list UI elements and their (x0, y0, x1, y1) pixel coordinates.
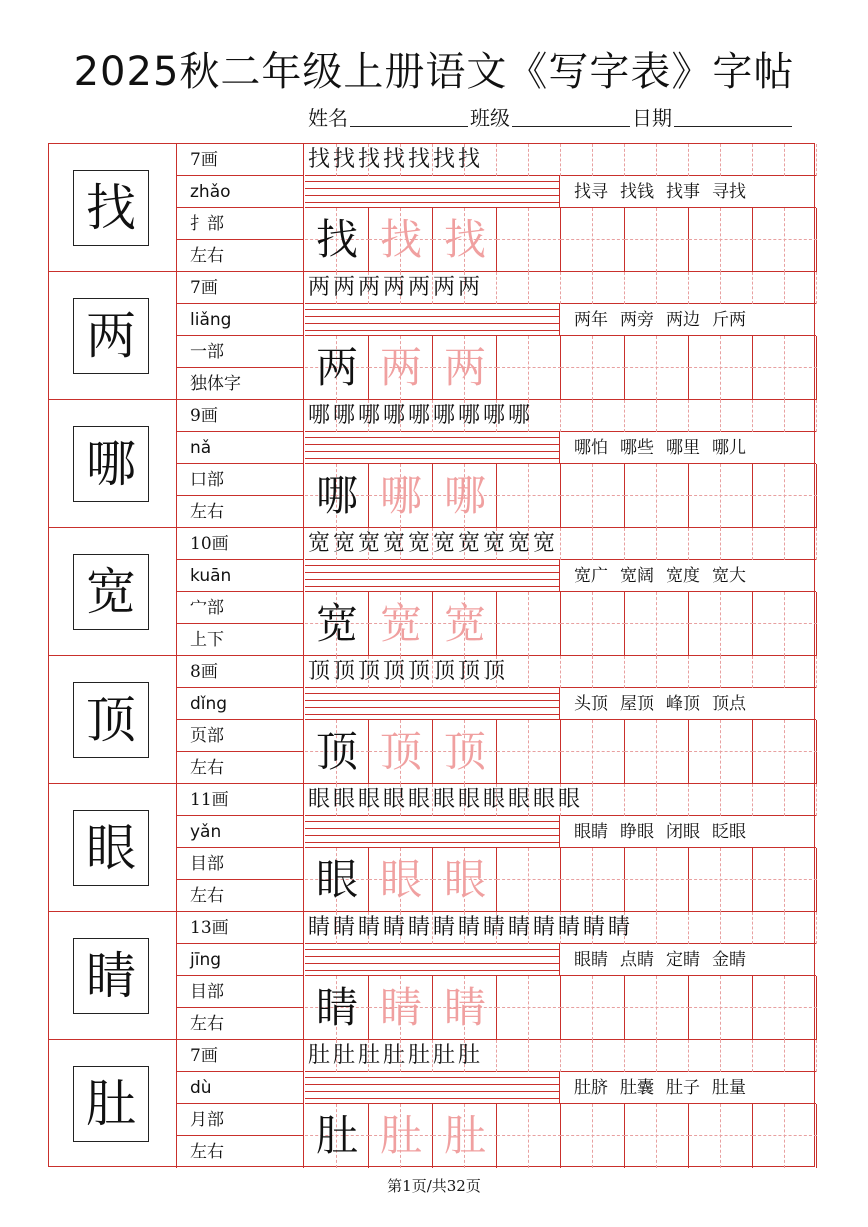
stroke-grid-cell (689, 784, 721, 816)
word-item: 定睛 (666, 950, 700, 970)
model-character-cell (49, 784, 177, 912)
model-character: 顶 (73, 682, 149, 758)
stroke-grid-cell (721, 144, 753, 176)
tian-grid-cell[interactable] (689, 208, 753, 272)
writing-grid (305, 976, 816, 1040)
stroke-grid-cell (593, 400, 625, 432)
radical: 月部 (177, 1104, 304, 1136)
stroke-order-row (305, 144, 816, 176)
character-entry (49, 784, 816, 912)
date-field[interactable] (674, 104, 792, 127)
pinyin-words-row (305, 1072, 816, 1104)
stroke-grid-cell (497, 272, 529, 304)
pinyin: zhǎo (177, 176, 304, 208)
stroke-grid-cell (721, 1040, 753, 1072)
model-character: 肚 (73, 1066, 149, 1142)
stroke-grid-cell (625, 784, 657, 816)
word-list (560, 1072, 816, 1104)
pinyin: dù (177, 1072, 304, 1104)
tian-grid-cell[interactable] (497, 592, 561, 656)
character-info (177, 656, 304, 784)
structure: 独体字 (190, 374, 241, 394)
trace-character: 肚 (443, 1111, 486, 1160)
stroke-grid-cell (561, 144, 593, 176)
stroke-grid-cell (529, 400, 561, 432)
tian-grid-cell[interactable] (625, 1104, 689, 1168)
word-item: 肚脐 (574, 1078, 608, 1098)
word-item: 金睛 (712, 950, 746, 970)
word-item: 眼睛 (574, 950, 608, 970)
stroke-grid-cell (689, 656, 721, 688)
structure: 左右 (190, 758, 224, 778)
stroke-grid-cell (753, 1040, 785, 1072)
page-footer: 第1页/共32页 (387, 1177, 481, 1195)
radical: 宀部 (177, 592, 304, 624)
writing-grid (305, 848, 816, 912)
tian-grid-cell[interactable] (753, 976, 817, 1040)
structure: 左右 (190, 502, 224, 522)
word-item: 找钱 (620, 182, 654, 202)
word-item: 眨眼 (712, 822, 746, 842)
word-item: 闭眼 (666, 822, 700, 842)
stroke-grid-cell (593, 784, 625, 816)
stroke-grid-cell (529, 144, 561, 176)
tian-grid-cell[interactable] (689, 592, 753, 656)
stroke-grid-cell (689, 144, 721, 176)
pinyin-writing-lines[interactable] (305, 176, 560, 208)
word-item: 点睛 (620, 950, 654, 970)
tian-grid-cell[interactable] (625, 848, 689, 912)
tian-grid-cell[interactable] (753, 720, 817, 784)
stroke-order-row (305, 784, 816, 816)
student-info (308, 103, 794, 133)
stroke-order-sequence: 两两两两两两两 (308, 275, 484, 300)
model-character-cell (49, 1040, 177, 1168)
tian-grid-cell[interactable] (753, 1104, 817, 1168)
stroke-grid-cell (785, 272, 817, 304)
stroke-grid-cell (593, 528, 625, 560)
character-entry (49, 912, 816, 1040)
stroke-grid-cell (721, 528, 753, 560)
trace-character: 顶 (443, 727, 486, 776)
word-item: 肚囊 (620, 1078, 654, 1098)
example-character: 宽 (315, 599, 358, 648)
stroke-order-row (305, 912, 816, 944)
word-item: 两旁 (620, 310, 654, 330)
example-character: 肚 (315, 1111, 358, 1160)
stroke-grid-cell (497, 1040, 529, 1072)
writing-grid (305, 720, 816, 784)
model-character-cell (49, 912, 177, 1040)
word-item: 睁眼 (620, 822, 654, 842)
radical: 一部 (177, 336, 304, 368)
trace-character: 肚 (379, 1111, 422, 1160)
stroke-grid-cell (625, 272, 657, 304)
trace-character: 睛 (379, 983, 422, 1032)
model-character: 两 (73, 298, 149, 374)
tian-grid-cell[interactable] (625, 336, 689, 400)
page-title: 2025秋二年级上册语文《写字表》字帖 (73, 49, 795, 95)
stroke-grid-cell (625, 400, 657, 432)
trace-character: 找 (379, 215, 422, 264)
trace-character: 哪 (379, 471, 422, 520)
stroke-grid-cell (689, 528, 721, 560)
pinyin-words-row (305, 176, 816, 208)
tian-grid-cell[interactable] (561, 976, 625, 1040)
character-info (177, 1040, 304, 1168)
character-info (177, 400, 304, 528)
stroke-order-sequence: 肚肚肚肚肚肚肚 (308, 1043, 484, 1068)
trace-character: 眼 (379, 855, 422, 904)
class-label: 班级 (470, 106, 510, 130)
word-list (560, 816, 816, 848)
pinyin-words-row (305, 816, 816, 848)
pinyin-writing-lines[interactable] (305, 688, 560, 720)
model-character: 宽 (73, 554, 149, 630)
pinyin-writing-lines[interactable] (305, 816, 560, 848)
structure: 左右 (190, 1014, 224, 1034)
stroke-grid-cell (657, 912, 689, 944)
model-character-cell (49, 272, 177, 400)
stroke-order-row (305, 528, 816, 560)
stroke-grid-cell (753, 656, 785, 688)
tian-grid-cell[interactable] (561, 848, 625, 912)
stroke-grid-cell (657, 400, 689, 432)
stroke-grid-cell (753, 912, 785, 944)
word-item: 找寻 (574, 182, 608, 202)
writing-grid (305, 464, 816, 528)
word-item: 头顶 (574, 694, 608, 714)
tian-grid-cell[interactable] (625, 208, 689, 272)
stroke-order-sequence: 找找找找找找找 (308, 147, 484, 172)
word-item: 肚量 (712, 1078, 746, 1098)
stroke-grid-cell (561, 1040, 593, 1072)
stroke-grid-cell (561, 400, 593, 432)
radical: 扌部 (177, 208, 304, 240)
trace-character: 睛 (443, 983, 486, 1032)
word-list (560, 304, 816, 336)
word-item: 肚子 (666, 1078, 700, 1098)
stroke-grid-cell (785, 656, 817, 688)
writing-grid (305, 208, 816, 272)
writing-grid (305, 336, 816, 400)
date-label: 日期 (632, 106, 672, 130)
trace-character: 两 (443, 343, 486, 392)
stroke-grid-cell (593, 656, 625, 688)
tian-grid-cell[interactable] (561, 464, 625, 528)
stroke-grid-cell (785, 1040, 817, 1072)
character-info (177, 144, 304, 272)
word-item: 顶点 (712, 694, 746, 714)
tian-grid-cell[interactable] (497, 464, 561, 528)
word-item: 寻找 (712, 182, 746, 202)
pinyin-words-row (305, 560, 816, 592)
stroke-grid-cell (625, 1040, 657, 1072)
word-item: 找事 (666, 182, 700, 202)
stroke-grid-cell (625, 144, 657, 176)
stroke-grid-cell (721, 656, 753, 688)
name-field[interactable] (350, 104, 468, 127)
trace-character: 找 (443, 215, 486, 264)
word-item: 峰顶 (666, 694, 700, 714)
stroke-grid-cell (625, 528, 657, 560)
stroke-count: 7画 (177, 272, 304, 304)
stroke-count: 10画 (177, 528, 304, 560)
stroke-grid-cell (689, 272, 721, 304)
trace-character: 宽 (379, 599, 422, 648)
model-character-cell (49, 528, 177, 656)
tian-grid-cell[interactable] (497, 208, 561, 272)
word-item: 哪些 (620, 438, 654, 458)
model-character: 睛 (73, 938, 149, 1014)
tian-grid-cell[interactable] (689, 848, 753, 912)
pinyin: dǐng (177, 688, 304, 720)
word-item: 眼睛 (574, 822, 608, 842)
tian-grid-cell[interactable] (497, 336, 561, 400)
stroke-grid-cell (753, 784, 785, 816)
stroke-grid-cell (657, 144, 689, 176)
tian-grid-cell[interactable] (753, 336, 817, 400)
character-info (177, 528, 304, 656)
pinyin: jīng (177, 944, 304, 976)
model-character: 找 (73, 170, 149, 246)
word-item: 宽广 (574, 566, 608, 586)
stroke-grid-cell (689, 400, 721, 432)
stroke-grid-cell (753, 528, 785, 560)
pinyin: yǎn (177, 816, 304, 848)
pinyin-writing-lines[interactable] (305, 560, 560, 592)
stroke-order-sequence: 宽宽宽宽宽宽宽宽宽宽 (308, 531, 559, 556)
stroke-grid-cell (497, 144, 529, 176)
stroke-grid-cell (753, 400, 785, 432)
trace-character: 哪 (443, 471, 486, 520)
stroke-grid-cell (785, 400, 817, 432)
word-item: 哪里 (666, 438, 700, 458)
stroke-order-sequence: 眼眼眼眼眼眼眼眼眼眼眼 (308, 787, 584, 812)
tian-grid-cell[interactable] (753, 592, 817, 656)
stroke-order-row (305, 400, 816, 432)
word-list (560, 176, 816, 208)
word-item: 屋顶 (620, 694, 654, 714)
radical: 目部 (177, 848, 304, 880)
pinyin: liǎng (177, 304, 304, 336)
stroke-grid-cell (689, 912, 721, 944)
model-character: 哪 (73, 426, 149, 502)
character-entry (49, 272, 816, 400)
tian-grid-cell[interactable] (689, 464, 753, 528)
pinyin-writing-lines[interactable] (305, 1072, 560, 1104)
pinyin-writing-lines[interactable] (305, 944, 560, 976)
word-item: 哪儿 (712, 438, 746, 458)
word-item: 宽阔 (620, 566, 654, 586)
pinyin-writing-lines[interactable] (305, 304, 560, 336)
class-field[interactable] (512, 104, 630, 127)
example-character: 找 (315, 215, 358, 264)
pinyin: kuān (177, 560, 304, 592)
stroke-order-row (305, 272, 816, 304)
stroke-grid-cell (657, 528, 689, 560)
tian-grid-cell[interactable] (753, 464, 817, 528)
character-entry (49, 1040, 816, 1168)
word-item: 宽大 (712, 566, 746, 586)
stroke-count: 11画 (177, 784, 304, 816)
radical: 页部 (177, 720, 304, 752)
stroke-grid-cell (689, 1040, 721, 1072)
stroke-grid-cell (785, 784, 817, 816)
stroke-order-row (305, 1040, 816, 1072)
stroke-grid-cell (785, 528, 817, 560)
tian-grid-cell[interactable] (497, 720, 561, 784)
radical: 目部 (177, 976, 304, 1008)
structure: 上下 (190, 630, 224, 650)
structure: 左右 (190, 886, 224, 906)
stroke-grid-cell (529, 272, 561, 304)
stroke-grid-cell (657, 272, 689, 304)
pinyin: nǎ (177, 432, 304, 464)
stroke-grid-cell (657, 1040, 689, 1072)
stroke-grid-cell (785, 144, 817, 176)
stroke-order-row (305, 656, 816, 688)
tian-grid-cell[interactable] (561, 592, 625, 656)
tian-grid-cell[interactable] (497, 976, 561, 1040)
model-character-cell (49, 400, 177, 528)
structure: 左右 (190, 246, 224, 266)
tian-grid-cell[interactable] (625, 976, 689, 1040)
tian-grid-cell[interactable] (561, 1104, 625, 1168)
stroke-grid-cell (593, 272, 625, 304)
stroke-count: 7画 (177, 144, 304, 176)
stroke-order-sequence: 哪哪哪哪哪哪哪哪哪 (308, 403, 534, 428)
tian-grid-cell[interactable] (689, 976, 753, 1040)
word-list (560, 944, 816, 976)
pinyin-words-row (305, 688, 816, 720)
character-entry (49, 400, 816, 528)
tian-grid-cell[interactable] (689, 1104, 753, 1168)
trace-character: 两 (379, 343, 422, 392)
tian-grid-cell[interactable] (753, 208, 817, 272)
word-list (560, 432, 816, 464)
stroke-grid-cell (657, 656, 689, 688)
practice-sheet (48, 143, 815, 1167)
stroke-grid-cell (721, 400, 753, 432)
stroke-grid-cell (529, 1040, 561, 1072)
tian-grid-cell[interactable] (497, 1104, 561, 1168)
character-entry (49, 144, 816, 272)
model-character: 眼 (73, 810, 149, 886)
tian-grid-cell[interactable] (753, 848, 817, 912)
stroke-grid-cell (721, 784, 753, 816)
stroke-count: 7画 (177, 1040, 304, 1072)
stroke-grid-cell (561, 528, 593, 560)
model-character-cell (49, 656, 177, 784)
pinyin-words-row (305, 304, 816, 336)
example-character: 哪 (315, 471, 358, 520)
name-label: 姓名 (308, 106, 348, 130)
character-info (177, 784, 304, 912)
example-character: 两 (315, 343, 358, 392)
stroke-grid-cell (721, 272, 753, 304)
tian-grid-cell[interactable] (561, 720, 625, 784)
structure: 左右 (190, 1142, 224, 1162)
tian-grid-cell[interactable] (689, 336, 753, 400)
word-list (560, 560, 816, 592)
tian-grid-cell[interactable] (497, 848, 561, 912)
word-item: 哪怕 (574, 438, 608, 458)
stroke-count: 8画 (177, 656, 304, 688)
tian-grid-cell[interactable] (625, 464, 689, 528)
character-info (177, 912, 304, 1040)
tian-grid-cell[interactable] (561, 208, 625, 272)
stroke-order-sequence: 睛睛睛睛睛睛睛睛睛睛睛睛睛 (308, 915, 634, 940)
trace-character: 宽 (443, 599, 486, 648)
stroke-grid-cell (625, 656, 657, 688)
stroke-grid-cell (753, 272, 785, 304)
tian-grid-cell[interactable] (625, 592, 689, 656)
pinyin-words-row (305, 432, 816, 464)
stroke-grid-cell (561, 656, 593, 688)
stroke-grid-cell (753, 144, 785, 176)
tian-grid-cell[interactable] (561, 336, 625, 400)
character-entry (49, 656, 816, 784)
example-character: 睛 (315, 983, 358, 1032)
word-list (560, 688, 816, 720)
pinyin-writing-lines[interactable] (305, 432, 560, 464)
word-item: 两边 (666, 310, 700, 330)
stroke-grid-cell (593, 144, 625, 176)
character-entry (49, 528, 816, 656)
stroke-count: 9画 (177, 400, 304, 432)
stroke-order-sequence: 顶顶顶顶顶顶顶顶 (308, 659, 509, 684)
tian-grid-cell[interactable] (625, 720, 689, 784)
tian-grid-cell[interactable] (689, 720, 753, 784)
word-item: 两年 (574, 310, 608, 330)
stroke-grid-cell (529, 656, 561, 688)
stroke-grid-cell (721, 912, 753, 944)
model-character-cell (49, 144, 177, 272)
pinyin-words-row (305, 944, 816, 976)
example-character: 顶 (315, 727, 358, 776)
writing-grid (305, 1104, 816, 1168)
stroke-count: 13画 (177, 912, 304, 944)
character-info (177, 272, 304, 400)
example-character: 眼 (315, 855, 358, 904)
trace-character: 眼 (443, 855, 486, 904)
writing-grid (305, 592, 816, 656)
stroke-grid-cell (593, 1040, 625, 1072)
word-item: 宽度 (666, 566, 700, 586)
word-item: 斤两 (712, 310, 746, 330)
stroke-grid-cell (785, 912, 817, 944)
stroke-grid-cell (657, 784, 689, 816)
trace-character: 顶 (379, 727, 422, 776)
stroke-grid-cell (561, 272, 593, 304)
radical: 口部 (177, 464, 304, 496)
